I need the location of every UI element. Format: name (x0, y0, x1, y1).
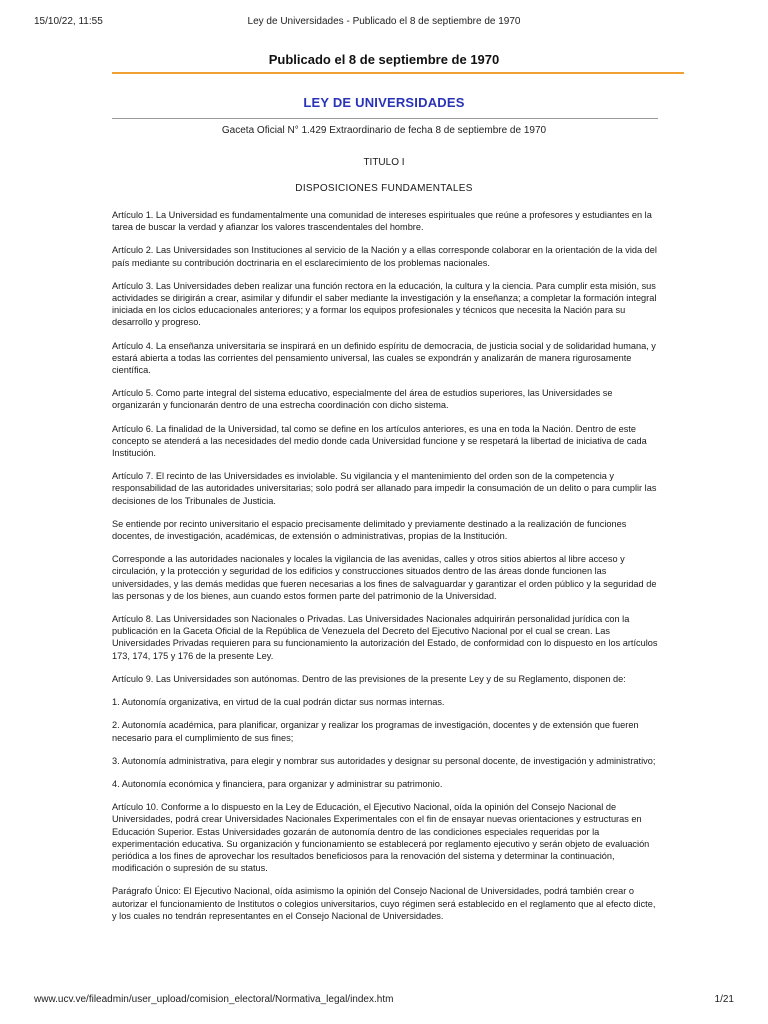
orange-divider (112, 72, 684, 74)
gaceta-reference: Gaceta Oficial N° 1.429 Extraordinario de fecha 8 de septiembre de 1970 (221, 125, 547, 136)
law-body (112, 209, 658, 933)
article-paragraph: Artículo 10. Conforme a lo dispuesto en la Ley de Educación, el Ejecutivo Nacional, oída la opinión del Consejo Nacional de Universidades, podrá crear Universidades Nacionales Experimentales con el fin de ensayar nuevas orientaciones y estructuras en Educación Superior. Estas Universidades gozarán de autonomía dentro de las condiciones especiales requeridas por la experimentación educativa. Su organización y funcionamiento se establecerá por reglamento ejecutivo y serán objeto de evaluación periódica a los fines de aprovechar los resultados beneficiosos para la renovación del sistema y determinar la continuación, modificación o supresión de su status. (112, 802, 650, 874)
publication-title: Publicado el 8 de septiembre de 1970 (268, 52, 500, 67)
page-number: 1/21 (714, 994, 734, 1005)
article-paragraph: Artículo 5. Como parte integral del sistema educativo, especialmente del área de estudios superiores, las Universidades se organizarán y funcionarán dentro de una estrecha coordinación con dicho sistema. (112, 388, 613, 411)
gray-divider (112, 118, 658, 119)
source-url: www.ucv.ve/fileadmin/user_upload/comision_electoral/Normativa_legal/index.htm (34, 994, 394, 1005)
print-footer (34, 994, 734, 1008)
article-paragraph: Artículo 3. Las Universidades deben realizar una función rectora en la educación, la cultura y la ciencia. Para cumplir esta misión, sus actividades se dirigirán a crear, asimilar y difundir el saber mediante la investigación y la enseñanza; a completar la formación integral iniciada en los ciclos educacionales anteriores; y a formar los equipos profesionales y técnicos que necesita la Nación para su desarrollo y progreso. (112, 280, 657, 328)
list-item: 3. Autonomía administrativa, para elegir y nombrar sus autoridades y designar su personal docente, de investigación y administrativo; (112, 755, 656, 766)
article-paragraph: Artículo 8. Las Universidades son Nacionales o Privadas. Las Universidades Nacionales adquirirán personalidad jurídica con la publicación en la Gaceta Oficial de la República de Venezuela del Decreto del Ejecutivo Nacional por el cual se crean. Las Universidades Privadas requieren para su funcionamiento la autorización del Estado, de conformidad con lo dispuesto en los artículos 173, 174, 175 y 176 de la presente Ley. (112, 614, 658, 661)
document-title: LEY DE UNIVERSIDADES (303, 95, 465, 110)
article-paragraph: Artículo 6. La finalidad de la Universidad, tal como se define en los artículos anteriores, es una en toda la Nación. Dentro de este concepto se atenderá a las necesidades del medio donde cada Universidad funcione y se respetará la libertad de iniciativa de cada Institución. (112, 423, 647, 459)
article-paragraph: Artículo 2. Las Universidades son Instituciones al servicio de la Nación y a ellas corresponde colaborar en la orientación de la vida del país mediante su contribución doctrinaria en el esclarecimiento de los problemas nacionales. (112, 245, 657, 268)
article-paragraph: Artículo 1. La Universidad es fundamentalmente una comunidad de intereses espirituales que reúne a profesores y estudiantes en la tarea de buscar la verdad y afianzar los valores trascendentales del hombre. (112, 210, 652, 233)
article-paragraph: Artículo 7. El recinto de las Universidades es inviolable. Su vigilancia y el mantenimiento del orden son de la competencia y responsabilidad de las autoridades universitarias; solo podrá ser allanado para impedir la consumación de un delito o para cumplir las decisiones de los Tribunales de Justicia. (112, 471, 657, 506)
article-paragraph: Se entiende por recinto universitario el espacio precisamente delimitado y previamente destinado a la realización de funciones docentes, de investigación, académicas, de extensión o administrativas, propias de la Institución. (112, 518, 627, 542)
article-paragraph: Parágrafo Único: El Ejecutivo Nacional, oída asimismo la opinión del Consejo Nacional de Universidades, podrá también crear o autorizar el funcionamiento de Institutos o colegios universitarios, cuyo régimen será establecido en el reglamento que al efecto dicte, y los cuales no tendrán representantes en el Consejo Nacional de Universidades. (112, 886, 656, 921)
list-item: 4. Autonomía económica y financiera, para organizar y administrar su patrimonio. (112, 778, 443, 789)
section-subtitle: DISPOSICIONES FUNDAMENTALES (295, 183, 473, 194)
print-header (34, 16, 734, 30)
article-paragraph: Artículo 4. La enseñanza universitaria se inspirará en un definido espíritu de democracia, de justicia social y de solidaridad humana, y estará abierta a todas las corrientes del pensamiento universal, las cuales se expondrán y analizarán de manera rigurosamente científica. (112, 340, 656, 376)
section-title: TITULO I (363, 157, 405, 168)
article-paragraph: Artículo 9. Las Universidades son autónomas. Dentro de las previsiones de la presente Ley y de su Reglamento, disponen de: (112, 673, 626, 684)
print-page-title: Ley de Universidades - Publicado el 8 de septiembre de 1970 (247, 16, 521, 27)
article-paragraph: Corresponde a las autoridades nacionales y locales la vigilancia de las avenidas, calles y otros sitios abiertos al libre acceso y circulación, y la protección y seguridad de los edificios y construcciones situados dentro de las áreas donde funcionen las universidades, y las demás medidas que fueren necesarias a los fines de salvaguardar y garantizar el orden público y la seguridad de las personas y de los bienes, aun cuando estos formen parte del patrimonio de la Universidad. (112, 554, 657, 601)
list-item: 2. Autonomía académica, para planificar, organizar y realizar los programas de investigación, docentes y de extensión que fueren necesario para el cumplimiento de sus fines; (112, 720, 639, 743)
print-timestamp: 15/10/22, 11:55 (34, 16, 103, 27)
list-item: 1. Autonomía organizativa, en virtud de la cual podrán dictar sus normas internas. (112, 697, 445, 708)
